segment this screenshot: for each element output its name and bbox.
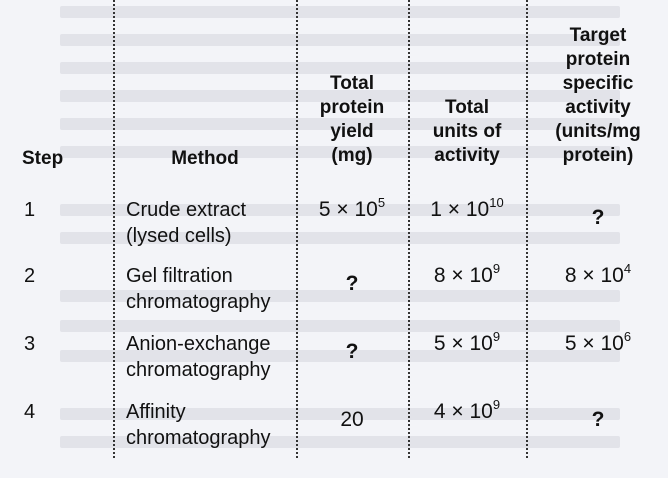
column-divider [408,0,410,458]
bleed-through-line [60,320,620,332]
value-text: 1 × 10 [430,198,490,221]
activity-cell [410,261,524,288]
header-step: Step [22,148,64,169]
header-specific-line: activity [565,97,631,118]
step-cell: 4 [24,401,36,423]
value-exponent: 5 [377,195,386,210]
yield-cell [298,264,406,296]
header-yield-line: protein [319,97,385,118]
specific-activity-cell [528,261,668,288]
method-cell-line: chromatography [126,427,271,449]
value-text: 5 × 10 [318,198,378,221]
value-text: 8 × 10 [433,264,493,287]
header-yield [298,72,406,168]
header-method: Method [171,148,239,169]
column-divider [113,0,115,458]
method-cell-line: Crude extract [126,199,247,221]
value-text: 8 × 10 [564,264,624,287]
method-cell-line: Gel filtration [126,265,233,287]
value-text: 4 × 10 [433,400,493,423]
header-specific-line: protein [565,49,631,70]
method-cell-line: Affinity [126,401,186,423]
value-text: ? [591,408,605,431]
header-yield-line: (mg) [331,145,373,166]
header-activity-line: activity [434,145,500,166]
specific-activity-cell [528,400,668,432]
bleed-through-line [60,6,620,18]
yield-cell [298,195,406,222]
header-specific-line: Target [569,25,627,46]
value-exponent: 6 [623,329,632,344]
method-cell-line: chromatography [126,291,271,313]
header-specific-line: specific [562,73,634,94]
header-specific-line: protein) [562,145,634,166]
value-text: ? [345,340,359,363]
value-text: 5 × 10 [433,332,493,355]
method-cell-line: chromatography [126,359,271,381]
value-exponent: 4 [623,261,632,276]
header-specific-activity [528,24,668,168]
activity-cell [410,195,524,222]
value-text: 5 × 10 [564,332,624,355]
step-cell: 3 [24,333,36,355]
header-activity-line: units of [432,121,502,142]
value-text: ? [591,206,605,229]
value-exponent: 9 [492,397,501,412]
specific-activity-cell [528,198,668,230]
value-text: ? [345,272,359,295]
header-specific-line: (units/mg [555,121,641,142]
header-yield-line: Total [330,73,374,94]
activity-cell [410,329,524,356]
step-cell: 2 [24,265,36,287]
method-cell-line: (lysed cells) [126,225,232,247]
value-exponent: 9 [492,329,501,344]
yield-cell [298,400,406,432]
specific-activity-cell [528,329,668,356]
header-activity-line: Total [445,97,489,118]
header-activity [410,96,524,168]
step-cell: 1 [24,199,36,221]
value-text: 20 [340,408,364,431]
method-cell-line: Anion-exchange [126,333,271,355]
value-exponent: 9 [492,261,501,276]
column-divider [296,0,298,458]
value-exponent: 10 [489,195,504,210]
header-yield-line: yield [330,121,374,142]
yield-cell [298,332,406,364]
activity-cell [410,397,524,424]
